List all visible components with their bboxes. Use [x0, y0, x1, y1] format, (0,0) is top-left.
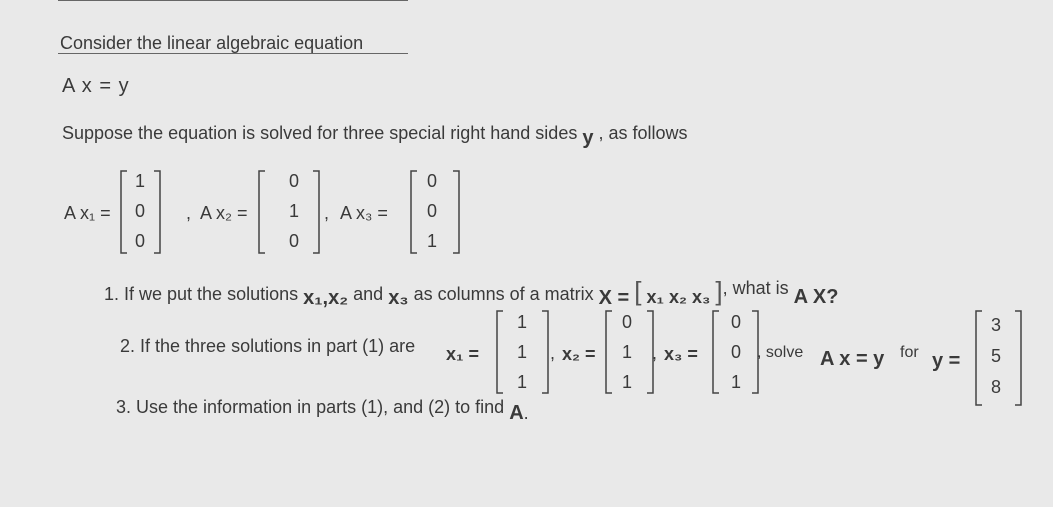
eq2-bracket-left [258, 170, 266, 254]
eq1-vector [126, 172, 154, 251]
q2-sol1-lhs: x₁ = [446, 344, 479, 364]
vec-entry: 1 [516, 372, 527, 392]
bracket-left [496, 310, 504, 394]
vec-entry: 0 [134, 201, 145, 221]
q1-part: and [353, 284, 384, 304]
q3-part: 3. Use the information in parts (1), and (2) to find [116, 397, 505, 417]
q2-sol2-vector [613, 313, 641, 392]
vec-entry: 8 [990, 377, 1001, 397]
q1-text [104, 276, 838, 307]
q2-solve: , solve [757, 344, 804, 361]
q2-sol3-vector [722, 313, 750, 392]
eq1-bracket-right [153, 170, 161, 254]
q1-matrix-lhs: X = [598, 287, 630, 309]
bracket-right [1014, 310, 1022, 406]
eq3-vector [418, 172, 446, 251]
q2-y-lhs: y = [932, 350, 961, 372]
q1-part: as columns of a matrix [413, 284, 594, 304]
vec-entry: 0 [730, 312, 741, 332]
comma: , [324, 203, 330, 223]
q1-var: x₃ [388, 287, 409, 309]
vec-entry: 3 [990, 315, 1001, 335]
bracket-close: ] [715, 276, 723, 306]
q1-part: , what is [722, 278, 789, 298]
eq3-lhs: A x₃ = [340, 203, 388, 223]
q1-matrix-cols: x₁ x₂ x₃ [646, 287, 711, 307]
vec-entry: 1 [730, 372, 741, 392]
top-rule [58, 0, 408, 1]
vec-entry: 0 [621, 312, 632, 332]
vec-entry: 0 [288, 231, 299, 251]
q2-equation: A x = y [820, 348, 885, 370]
q3-text [116, 396, 529, 424]
equation: A x = y [62, 75, 130, 97]
q1-part: 1. If we put the solutions [104, 284, 299, 304]
eq1-lhs: A x₁ = [64, 203, 111, 223]
vec-entry: 1 [516, 342, 527, 362]
vec-entry: 1 [621, 342, 632, 362]
q2-for: for [900, 344, 919, 361]
bracket-open: [ [634, 276, 642, 306]
vec-entry: 1 [134, 171, 145, 191]
vec-entry: 0 [730, 342, 741, 362]
bracket-left [605, 310, 613, 394]
suppose-y: y [582, 127, 594, 149]
q2-y-vector [982, 316, 1010, 397]
q2-sol2-lhs: x₂ = [562, 344, 596, 364]
q2-text: 2. If the three solutions in part (1) are [120, 336, 416, 356]
q1-question: A X? [793, 286, 839, 308]
eq2-bracket-right [312, 170, 320, 254]
eq2-lhs: A x₂ = [200, 203, 248, 223]
q3-period: . [523, 403, 529, 423]
suppose-end: , as follows [598, 123, 688, 143]
q3-matrix: A [509, 402, 524, 424]
vec-entry: 0 [288, 171, 299, 191]
vec-entry: 0 [426, 171, 437, 191]
intro-text: Consider the linear algebraic equation [60, 33, 364, 53]
suppose-text [62, 122, 688, 149]
vec-entry: 1 [426, 231, 437, 251]
q2-sol3-lhs: x₃ = [664, 344, 698, 364]
q2-sol1-vector [508, 313, 536, 392]
comma: , [652, 343, 658, 363]
vec-entry: 0 [134, 231, 145, 251]
vec-entry: 1 [516, 312, 527, 332]
comma: , [186, 203, 192, 223]
eq2-vector [280, 172, 308, 251]
vec-entry: 5 [990, 346, 1001, 366]
comma: , [550, 343, 556, 363]
q1-vars: x₁,x₂ [303, 287, 349, 309]
bracket-right [541, 310, 549, 394]
vec-entry: 1 [621, 372, 632, 392]
suppose-main: Suppose the equation is solved for three special right hand sides [62, 123, 578, 143]
vec-entry: 1 [288, 201, 299, 221]
vec-entry: 0 [426, 201, 437, 221]
eq3-bracket-right [452, 170, 460, 254]
eq3-bracket-left [410, 170, 418, 254]
bracket-left [712, 310, 720, 394]
